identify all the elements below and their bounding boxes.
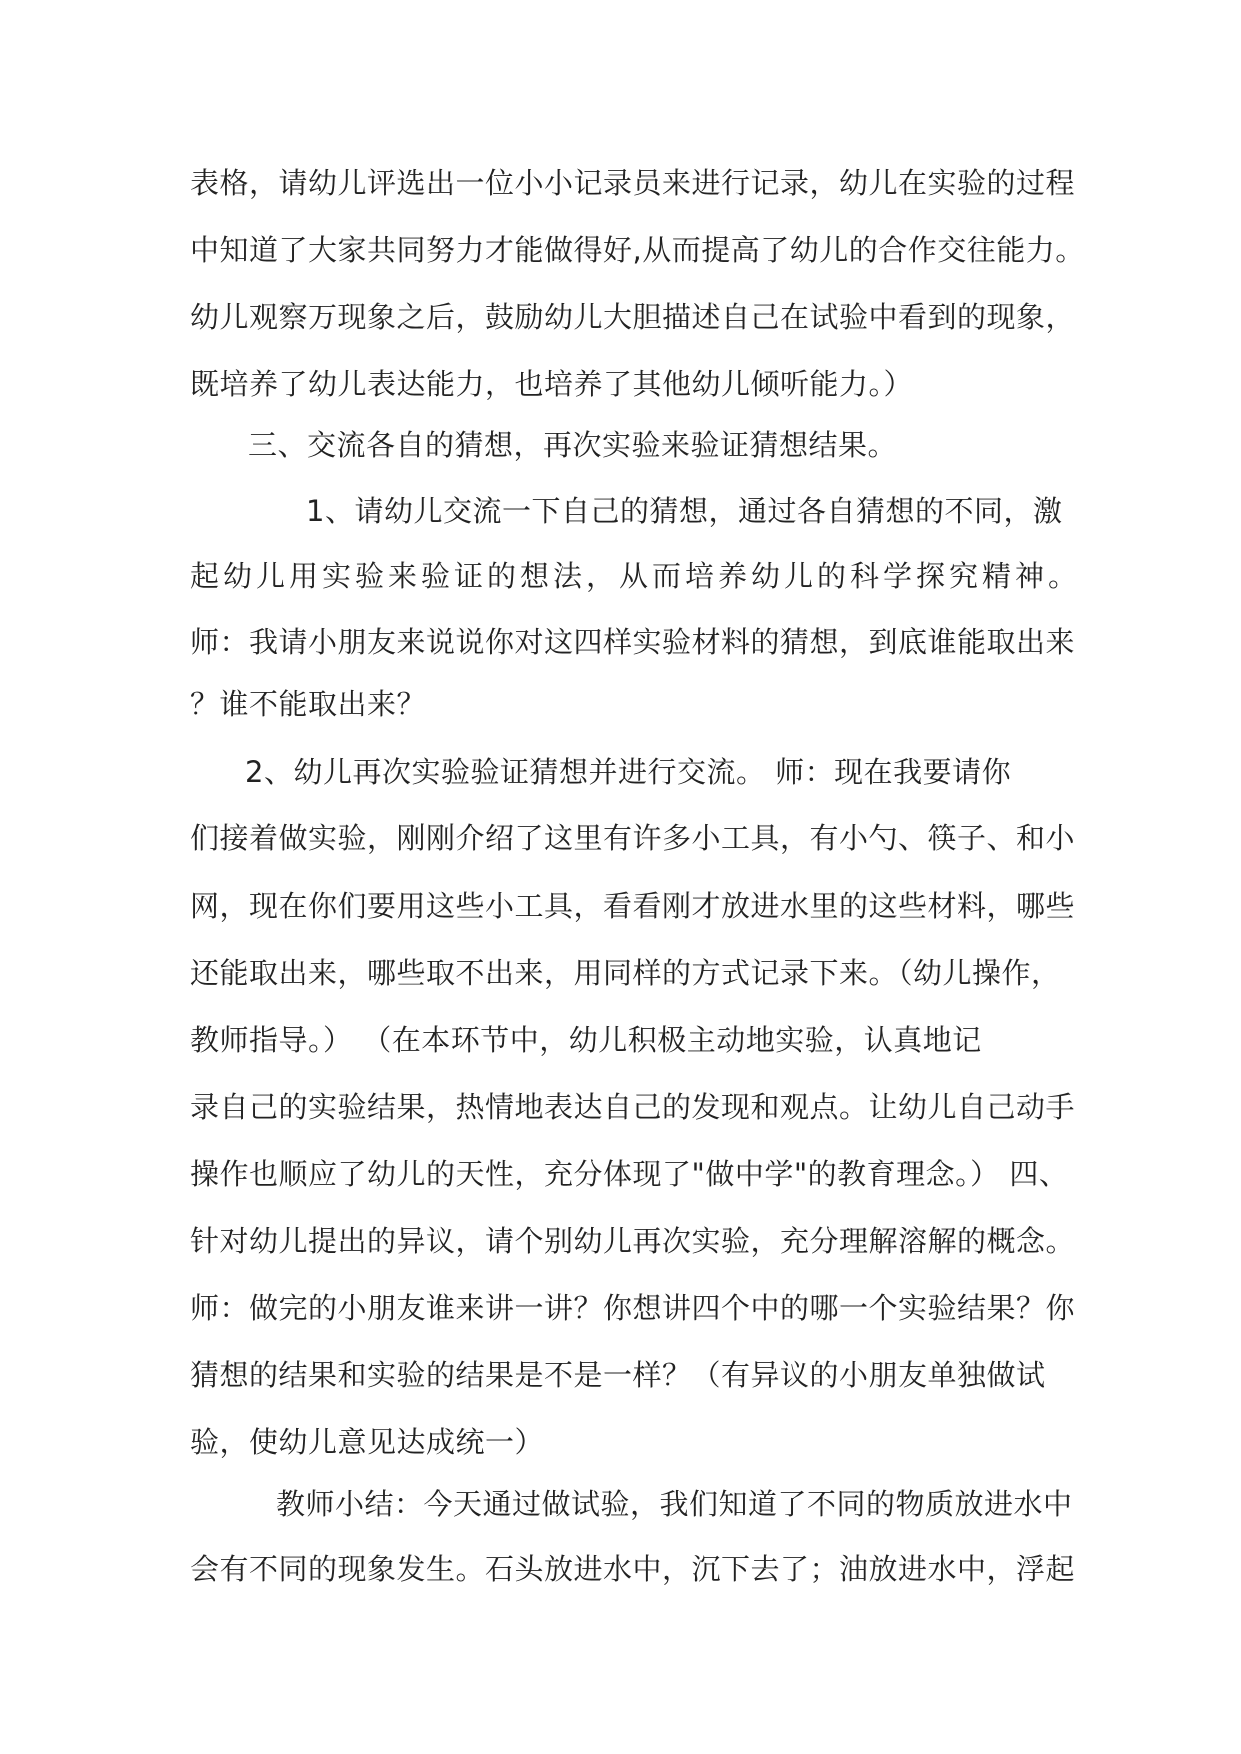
text-line: 操作也顺应了幼儿的天性，充分体现了"做中学"的教育理念。） 四、: [190, 1157, 1069, 1191]
text-line: 网，现在你们要用这些小工具，看看刚才放进水里的这些材料，哪些: [190, 889, 1076, 923]
text-line: 起幼儿用实验来验证的想法，从而培养幼儿的科学探究精神。: [190, 559, 1082, 593]
text-line: 猜想的结果和实验的结果是不是一样？（有异议的小朋友单独做试: [190, 1358, 1046, 1392]
text-line: 还能取出来，哪些取不出来，用同样的方式记录下来。（幼儿操作，: [190, 956, 1061, 990]
text-line: 1、请幼儿交流一下自己的猜想，通过各自猜想的不同，激: [306, 494, 1063, 528]
text-line: 既培养了幼儿表达能力，也培养了其他幼儿倾听能力。）: [190, 367, 914, 401]
text-line: 师：我请小朋友来说说你对这四样实验材料的猜想，到底谁能取出来: [190, 625, 1076, 659]
text-line: 教师指导。） （在本环节中，幼儿积极主动地实验，认真地记: [190, 1023, 982, 1057]
text-line: 教师小结：今天通过做试验，我们知道了不同的物质放进水中: [276, 1487, 1073, 1521]
text-line: 会有不同的现象发生。石头放进水中，沉下去了；油放进水中，浮起: [190, 1552, 1076, 1586]
text-line: 2、幼儿再次实验验证猜想并进行交流。 师：现在我要请你: [245, 755, 1012, 789]
text-line: 录自己的实验结果，热情地表达自己的发现和观点。让幼儿自己动手: [190, 1090, 1076, 1124]
text-line: 幼儿观察万现象之后，鼓励幼儿大胆描述自己在试验中看到的现象，: [190, 300, 1076, 334]
text-line: ？谁不能取出来？: [190, 687, 427, 721]
text-line: 表格，请幼儿评选出一位小小记录员来进行记录，幼儿在实验的过程: [190, 166, 1076, 200]
text-line: 针对幼儿提出的异议，请个别幼儿再次实验，充分理解溶解的概念。: [190, 1224, 1076, 1258]
text-line: 师：做完的小朋友谁来讲一讲？你想讲四个中的哪一个实验结果？你: [190, 1291, 1076, 1325]
text-line: 中知道了大家共同努力才能做得好,从而提高了幼儿的合作交往能力。: [190, 233, 1085, 267]
text-line: 验，使幼儿意见达成统一）: [190, 1425, 545, 1459]
section-heading: 三、交流各自的猜想，再次实验来验证猜想结果。: [248, 428, 898, 462]
text-line: 们接着做实验，刚刚介绍了这里有许多小工具，有小勺、筷子、和小: [190, 821, 1076, 855]
